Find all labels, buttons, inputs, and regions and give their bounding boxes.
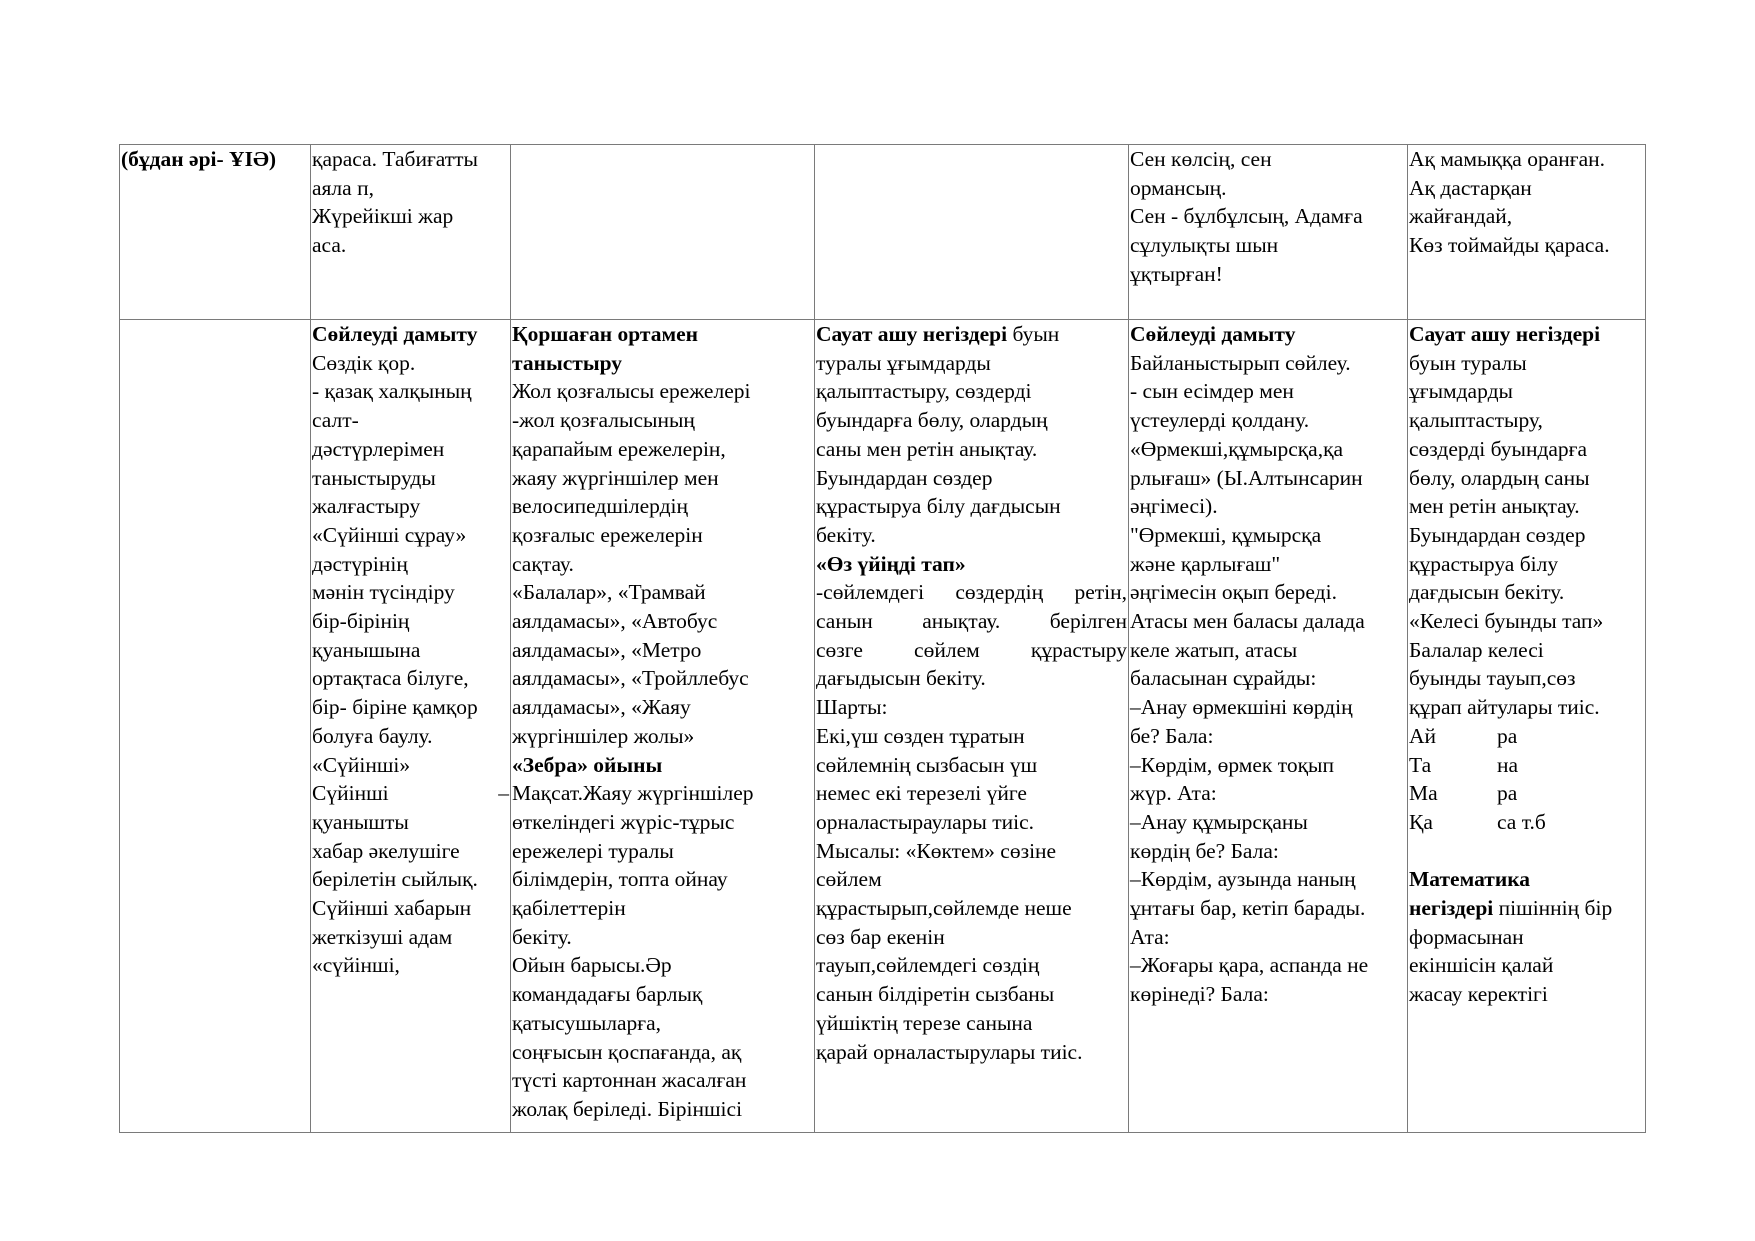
text-line: командадағы барлық xyxy=(512,982,703,1007)
text-line: велосипедшілердің xyxy=(512,494,689,519)
text-line: аялдамасы», «Автобус xyxy=(512,609,718,634)
text-line: сөз бар екенін xyxy=(816,924,945,949)
text-line: буын туралы xyxy=(1409,350,1527,375)
text-line: Сөздік қор. xyxy=(312,350,416,375)
text-line: - қазақ халқының xyxy=(312,379,472,404)
text-line: Ақ дастарқан xyxy=(1409,175,1532,200)
story-cell xyxy=(1129,320,1408,1133)
just-word: санын xyxy=(816,609,873,634)
poem-cell xyxy=(1129,145,1408,320)
text-line: аялдамасы», «Тройллебус xyxy=(512,666,749,691)
empty-cell xyxy=(511,145,815,320)
environment-cell xyxy=(511,320,815,1133)
poem-cell xyxy=(1408,145,1646,320)
just-word: сөйлем xyxy=(914,637,980,662)
text-line: Буындардан сөздер xyxy=(816,465,993,490)
syllable-first: Қа xyxy=(1409,809,1433,834)
text-line: рлығаш» (Ы.Алтынсарин xyxy=(1130,465,1363,490)
syllable-first: Ма xyxy=(1409,781,1438,806)
text-line: -жол қозғалысының xyxy=(512,408,695,433)
just-word: құрастыру xyxy=(1030,637,1127,662)
text-line: салт- xyxy=(312,408,359,433)
text-line: әңгімесін оқып береді. xyxy=(1130,580,1337,605)
text-line: жолақ беріледі. Біріншісі xyxy=(512,1096,743,1121)
cell-heading-line xyxy=(816,320,1127,349)
text-line: мен ретін анықтау. xyxy=(1409,494,1580,519)
text-line: әңгімесі). xyxy=(1130,494,1218,519)
just-word: ретін, xyxy=(1074,580,1127,605)
text-line: дәстүрінің xyxy=(312,551,408,576)
text-line: Атасы мен баласы далада xyxy=(1130,609,1365,634)
text-line: берілетін сыйлық. xyxy=(312,867,478,892)
syllable-row xyxy=(1409,779,1644,808)
text-line: жалғастыру xyxy=(312,494,421,519)
text-line: қуанышына xyxy=(312,637,421,662)
game-title: «Өз үйіңді тап» xyxy=(816,551,966,576)
text-line: таныстыруды xyxy=(312,465,436,490)
text-line: Жол қозғалысы ережелері xyxy=(512,379,751,404)
text-line: Сен - бұлбұлсың, Адамға xyxy=(1130,204,1363,229)
text-line: жаяу жүргіншілер мен xyxy=(512,465,719,490)
text-line: Көз тоймайды қараса. xyxy=(1409,233,1610,258)
text-line: бір- біріне қамқор xyxy=(312,695,478,720)
heading-continuation: пішіннің бір xyxy=(1493,896,1613,921)
text-line: екіншісін қалай xyxy=(1409,953,1554,978)
text-line: қатысушыларға, xyxy=(512,1010,662,1035)
literacy-math-cell xyxy=(1408,320,1646,1133)
text-line: үйшіктің терезе санына xyxy=(816,1010,1033,1035)
row-header-cell xyxy=(120,145,311,320)
text-line: Мақсат.Жаяу жүргіншілер xyxy=(512,781,754,806)
text-line: тауып,сөйлемдегі сөздің xyxy=(816,953,1040,978)
text-line: ормансың. xyxy=(1130,175,1227,200)
text-line: қуанышты xyxy=(312,809,409,834)
text-line: мәнін түсіндіру xyxy=(312,580,455,605)
syllable-first: Ай xyxy=(1409,723,1437,748)
text-line: құрастыруа білу xyxy=(1409,551,1559,576)
text-line: –Анау өрмекшіні көрдің xyxy=(1130,695,1353,720)
text-line: жайғандай, xyxy=(1409,204,1513,229)
text-line: бекіту. xyxy=(816,522,876,547)
text-line: "Өрмекші, құмырсқа xyxy=(1130,522,1322,547)
text-line: «Сүйінші сұрау» xyxy=(312,522,467,547)
text-line: бекіту. xyxy=(512,924,572,949)
text-line: білімдерін, топта ойнау xyxy=(512,867,728,892)
text-line: және қарлығаш" xyxy=(1130,551,1281,576)
poem-cell xyxy=(311,145,511,320)
text-line: Байланыстырып сөйлеу. xyxy=(1130,350,1351,375)
literacy-cell xyxy=(815,320,1129,1133)
text-line: Ойын барысы.Әр xyxy=(512,953,672,978)
text-line: соңғысын қоспағанда, ақ xyxy=(512,1039,742,1064)
text-line: «Өрмекші,құмырсқа,қа xyxy=(1130,436,1344,461)
empty-cell xyxy=(120,320,311,1133)
text-line: құрастырып,сөйлемде неше xyxy=(816,896,1072,921)
text-line: дәстүрлерімен xyxy=(312,436,445,461)
text-line: формасынан xyxy=(1409,924,1524,949)
text-line: Ақ мамыққа оранған. xyxy=(1409,147,1605,171)
just-word: сөзге xyxy=(816,637,863,662)
game-title: «Зебра» ойыны xyxy=(512,752,663,777)
cell-heading: Сөйлеуді дамыту xyxy=(1130,322,1296,346)
text-line: аяла п, xyxy=(312,175,374,200)
just-word: берілген xyxy=(1049,609,1127,634)
just-word: анықтау. xyxy=(922,609,1001,634)
text-line: сөздерді буындарға xyxy=(1409,436,1588,461)
text-line: қарай орналастырулары тиіс. xyxy=(816,1039,1083,1064)
text-line: «Балалар», «Трамвай xyxy=(512,580,706,605)
text-line: ережелері туралы xyxy=(512,838,674,863)
text-line: қабілеттерін xyxy=(512,896,626,921)
text-line: саны мен ретін анықтау. xyxy=(816,436,1038,461)
just-word: – xyxy=(498,781,509,806)
cell-heading: таныстыру xyxy=(512,350,623,375)
text-line: Шарты: xyxy=(816,695,888,720)
text-line: қалыптастыру, xyxy=(1409,408,1543,433)
syllable-second: ра xyxy=(1497,781,1518,806)
text-line: Жүрейікші жар xyxy=(312,204,454,229)
blank-line xyxy=(1409,837,1644,866)
text-line: –Жоғары қара, аспанда не xyxy=(1130,953,1369,978)
text-line: бір-бірінің xyxy=(312,609,410,634)
text-line: ұнтағы бар, кетіп барады. xyxy=(1130,896,1366,921)
text-line: дағыдысын бекіту. xyxy=(816,666,986,691)
text-line: қараса. Табиғатты xyxy=(312,147,479,171)
text-line: –Көрдім, өрмек тоқып xyxy=(1130,752,1334,777)
table-row xyxy=(120,320,1646,1133)
just-word: -сөйлемдегі xyxy=(816,580,925,605)
text-line: дағдысын бекіту. xyxy=(1409,580,1565,605)
text-line: сөйлем xyxy=(816,867,882,892)
text-line: қозғалыс ережелерін xyxy=(512,522,703,547)
text-line: жүр. Ата: xyxy=(1130,781,1217,806)
syllable-second: на xyxy=(1497,752,1519,777)
text-line: Балалар келесі xyxy=(1409,637,1544,662)
cell-heading: Сауат ашу негіздері xyxy=(816,322,1008,346)
text-line: жасау керектігі xyxy=(1409,982,1548,1007)
speech-development-cell xyxy=(311,320,511,1133)
text-line: көрінеді? Бала: xyxy=(1130,982,1269,1007)
text-line: буынды тауып,сөз xyxy=(1409,666,1576,691)
justified-line xyxy=(816,636,1127,665)
syllable-row xyxy=(1409,808,1644,837)
text-line: баласынан сұрайды: xyxy=(1130,666,1317,691)
lesson-plan-table xyxy=(119,144,1646,1133)
text-line: Екі,үш сөзден тұратын xyxy=(816,723,1025,748)
text-line: аялдамасы», «Жаяу xyxy=(512,695,691,720)
empty-cell xyxy=(815,145,1129,320)
just-word: сөздердің xyxy=(955,580,1044,605)
text-line: бе? Бала: xyxy=(1130,723,1214,748)
text-line: «Келесі буынды тап» xyxy=(1409,609,1604,634)
text-line: аса. xyxy=(312,233,347,258)
text-line: жеткізуші адам xyxy=(312,924,453,949)
text-line: келе жатып, атасы xyxy=(1130,637,1298,662)
text-line: Ата: xyxy=(1130,924,1170,949)
text-line: ортақтаса білуге, xyxy=(312,666,469,691)
text-line: өткеліндегі жүріс-тұрыс xyxy=(512,809,735,834)
math-heading: негіздері xyxy=(1409,896,1494,921)
justified-line xyxy=(816,607,1127,636)
text-line: болуға баулу. xyxy=(312,723,433,748)
justified-line xyxy=(312,779,509,808)
text-line: Мысалы: «Көктем» сөзіне xyxy=(816,838,1057,863)
text-line: аялдамасы», «Метро xyxy=(512,637,702,662)
text-line: буындарға бөлу, олардың xyxy=(816,408,1048,433)
math-heading: Математика xyxy=(1409,867,1531,892)
syllable-row xyxy=(1409,751,1644,780)
syllable-row xyxy=(1409,722,1644,751)
text-line: сөйлемнің сызбасын үш xyxy=(816,752,1038,777)
text-line: көрдің бе? Бала: xyxy=(1130,838,1279,863)
text-line: бөлу, олардың саны xyxy=(1409,465,1590,490)
heading-continuation: буын xyxy=(1007,322,1060,346)
math-heading-line xyxy=(1409,894,1644,923)
cell-heading: Қоршаған ортамен xyxy=(512,322,699,346)
justified-line xyxy=(816,578,1127,607)
syllable-second: ра xyxy=(1497,723,1518,748)
cell-heading: Сөйлеуді дамыту xyxy=(312,322,478,346)
text-line: үстеулерді қолдану. xyxy=(1130,408,1310,433)
text-line: орналастыраулары тиіс. xyxy=(816,809,1035,834)
text-line: - сын есімдер мен xyxy=(1130,379,1294,404)
just-word: Сүйінші xyxy=(312,781,389,806)
syllable-first: Та xyxy=(1409,752,1432,777)
text-line: «Сүйінші» xyxy=(312,752,411,777)
text-line: қарапайым ережелерін, xyxy=(512,436,726,461)
syllable-second: са т.б xyxy=(1497,809,1546,834)
text-line: құрап айтулары тиіс. xyxy=(1409,695,1600,720)
text-line: –Анау құмырсқаны xyxy=(1130,809,1308,834)
text-line: ұқтырған! xyxy=(1130,261,1223,286)
text-line: сұлулықты шын xyxy=(1130,233,1279,258)
row-header-label: (бұдан әрі- ҰІӘ) xyxy=(121,147,276,171)
text-line: жүргіншілер жолы» xyxy=(512,723,695,748)
text-line: –Көрдім, аузында наның xyxy=(1130,867,1356,892)
cell-heading: Сауат ашу негіздері xyxy=(1409,322,1601,346)
table-row xyxy=(120,145,1646,320)
text-line: Сүйінші хабарын xyxy=(312,896,472,921)
text-line: немес екі терезелі үйге xyxy=(816,781,1027,806)
text-line: туралы ұғымдарды xyxy=(816,350,991,375)
text-line: хабар әкелушіге xyxy=(312,838,460,863)
text-line: Сен көлсің, сен xyxy=(1130,147,1272,171)
text-line: құрастыруа білу дағдысын xyxy=(816,494,1061,519)
text-line: түсті картоннан жасалған xyxy=(512,1068,747,1093)
text-line: санын білдіретін сызбаны xyxy=(816,982,1055,1007)
text-line: Буындардан сөздер xyxy=(1409,522,1586,547)
text-line: қалыптастыру, сөздерді xyxy=(816,379,1032,404)
text-line: ұғымдарды xyxy=(1409,379,1513,404)
text-line: сақтау. xyxy=(512,551,574,576)
text-line: «сүйінші, xyxy=(312,953,400,978)
